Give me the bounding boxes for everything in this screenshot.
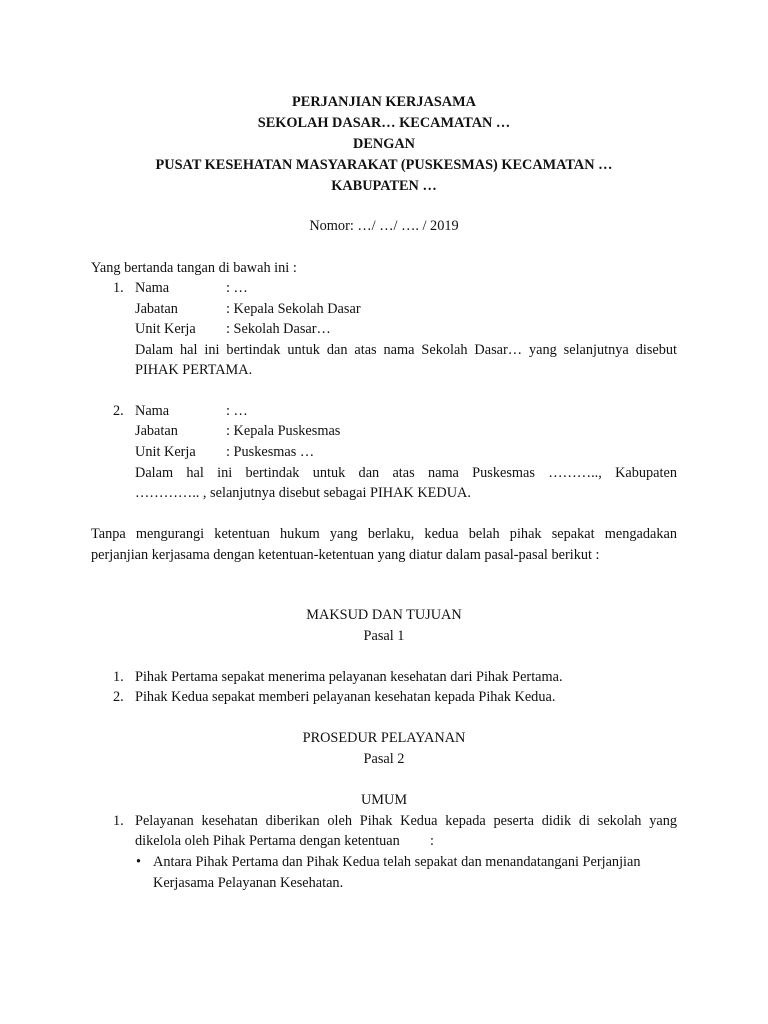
party-2-unit-label: Unit Kerja <box>135 444 196 460</box>
party-2-nama-value: : … <box>226 403 248 419</box>
title-line-5: KABUPATEN … <box>331 178 437 194</box>
section-1-pasal: Pasal 1 <box>363 628 405 644</box>
party-1-jabatan-label: Jabatan <box>135 301 178 317</box>
party-1-description-line-2: PIHAK PERTAMA. <box>135 362 253 378</box>
section-1-item-2-text: Pihak Kedua sepakat memberi pelayanan kesehatan kepada Pihak Kedua. <box>135 689 556 705</box>
bullet-icon: • <box>136 854 142 870</box>
party-2-description-line-2: ………….. , selanjutnya disebut sebagai PIHAK KEDUA. <box>135 485 471 501</box>
title-line-2: SEKOLAH DASAR… KECAMATAN … <box>257 115 511 131</box>
party-1-unit-value: : Sekolah Dasar… <box>226 321 331 337</box>
section-2-item-1-number: 1. <box>113 813 124 829</box>
intro-text: Yang bertanda tangan di bawah ini : <box>91 260 297 276</box>
party-2-jabatan-value: : Kepala Puskesmas <box>226 423 341 439</box>
party-2-description-line-1: Dalam hal ini bertindak untuk dan atas nama Puskesmas ……….., Kabupaten <box>135 465 677 481</box>
section-2-title: PROSEDUR PELAYANAN <box>302 730 466 746</box>
section-2-item-1-line-1: Pelayanan kesehatan diberikan oleh Pihak Kedua kepada peserta didik di sekolah yang <box>135 813 677 829</box>
party-2-nama-label: Nama <box>135 403 170 419</box>
section-2-item-1-colon: : <box>430 833 434 849</box>
section-1-item-1-number: 1. <box>113 669 124 685</box>
party-2-jabatan-label: Jabatan <box>135 423 178 439</box>
section-1-item-1-text: Pihak Pertama sepakat menerima pelayanan kesehatan dari Pihak Pertama. <box>135 669 563 685</box>
section-2-item-1-line-2: dikelola oleh Pihak Pertama dengan ketentuan <box>135 833 400 849</box>
party-1-jabatan-value: : Kepala Sekolah Dasar <box>226 301 361 317</box>
preamble-line-2: perjanjian kerjasama dengan ketentuan-ketentuan yang diatur dalam pasal-pasal berikut : <box>91 547 600 563</box>
section-1-item-2-number: 2. <box>113 689 124 705</box>
title-line-1: PERJANJIAN KERJASAMA <box>292 94 476 110</box>
section-2-pasal: Pasal 2 <box>363 751 405 767</box>
preamble-line-1: Tanpa mengurangi ketentuan hukum yang berlaku, kedua belah pihak sepakat mengadakan <box>91 526 677 542</box>
party-1-number: 1. <box>113 280 124 296</box>
section-2-subtitle: UMUM <box>360 792 408 808</box>
party-1-description-line-1: Dalam hal ini bertindak untuk dan atas nama Sekolah Dasar… yang selanjutnya disebut <box>135 342 677 358</box>
section-2-bullet-line-1: Antara Pihak Pertama dan Pihak Kedua telah sepakat dan menandatangani Perjanjian <box>153 854 641 870</box>
party-1-unit-label: Unit Kerja <box>135 321 196 337</box>
party-2-number: 2. <box>113 403 124 419</box>
party-2-unit-value: : Puskesmas … <box>226 444 315 460</box>
title-line-4: PUSAT KESEHATAN MASYARAKAT (PUSKESMAS) KECAMATAN … <box>155 157 613 173</box>
document-number: Nomor: …/ …/ …. / 2019 <box>309 218 459 234</box>
party-1-nama-value: : … <box>226 280 248 296</box>
section-2-bullet-line-2: Kerjasama Pelayanan Kesehatan. <box>153 875 344 891</box>
party-1-nama-label: Nama <box>135 280 170 296</box>
title-line-3: DENGAN <box>353 136 415 152</box>
section-1-title: MAKSUD DAN TUJUAN <box>306 607 462 623</box>
